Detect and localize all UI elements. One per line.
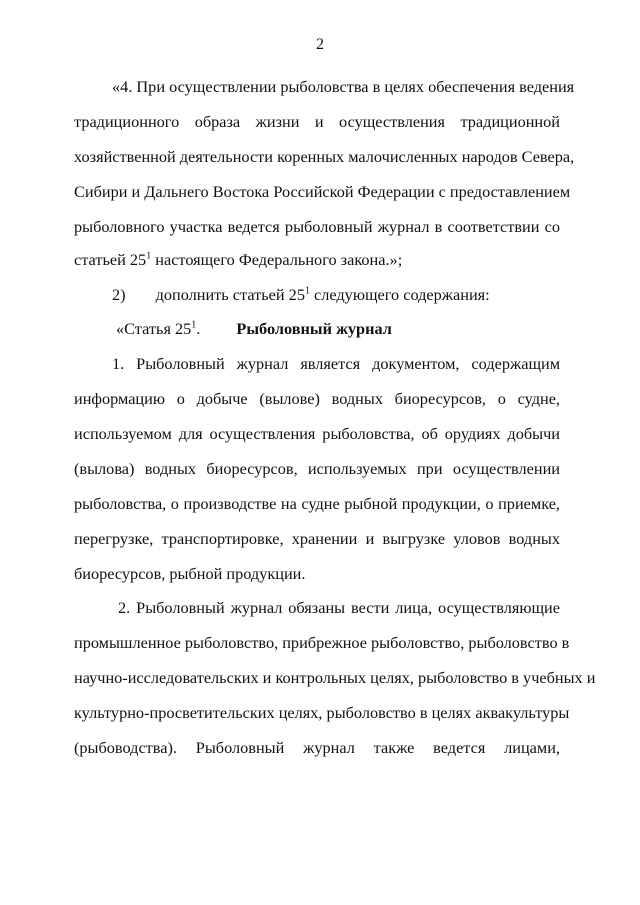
clause2-line-5: (рыбоводства). Рыболовный журнал также ведется лицами, [74,738,560,757]
article-title: Рыболовный журнал [236,319,392,338]
clause1-line-1: 1. Рыболовный журнал является документом, содержащим [112,354,560,373]
superscript-1: 1 [191,319,197,331]
clause1-line-5: рыболовства, о производстве на судне рыбной продукции, о приемке, [74,494,560,513]
item-2-text: дополнить статьей 25 [155,285,305,304]
clause1-line-7: биоресурсов, рыбной продукции. [74,564,306,583]
clause1-line-2: информацию о добыче (вылове) водных биоресурсов, о судне, [74,389,560,408]
para4-line-6-text: статьей 25 [74,250,147,269]
para4-line-1: «4. При осуществлении рыболовства в целях обеспечения ведения [112,77,575,96]
article-heading [116,319,392,339]
para4-line-5: рыболовного участка ведется рыболовный журнал в соответствии со [74,217,560,236]
para4-line-2: традиционного образа жизни и осуществления традиционной [74,112,560,131]
clause1-line-3: используемом для осуществления рыболовства, об орудиях добычи [74,424,560,443]
item-2 [112,285,490,305]
superscript-1: 1 [146,250,152,262]
article-label-dot: . [196,319,201,338]
para4-line-3: хозяйственной деятельности коренных малочисленных народов Севера, [74,147,575,166]
clause2-line-1: 2. Рыболовный журнал обязаны вести лица, осуществляющие [118,598,560,617]
item-2-number: 2) [112,285,126,304]
para4-line-6-end: настоящего Федерального закона.»; [151,250,403,269]
clause2-line-3: научно-исследовательских и контрольных целях, рыболовство в учебных и [74,668,596,687]
item-2-text-end: следующего содержания: [309,285,490,304]
para4-line-6 [74,250,560,270]
superscript-1: 1 [304,285,310,297]
clause1-line-6: перегрузке, транспортировке, хранении и выгрузке уловов водных [74,529,560,548]
page-number: 2 [316,36,324,53]
para4-line-4: Сибири и Дальнего Востока Российской Федерации с предоставлением [74,182,571,201]
clause1-line-4: (вылова) водных биоресурсов, используемых при осуществлении [74,459,560,478]
article-label: «Статья 25 [116,319,192,338]
clause2-line-2: промышленное рыболовство, прибрежное рыболовство, рыболовство в [74,633,570,652]
clause2-line-4: культурно-просветительских целях, рыболовство в целях аквакультуры [74,703,570,722]
